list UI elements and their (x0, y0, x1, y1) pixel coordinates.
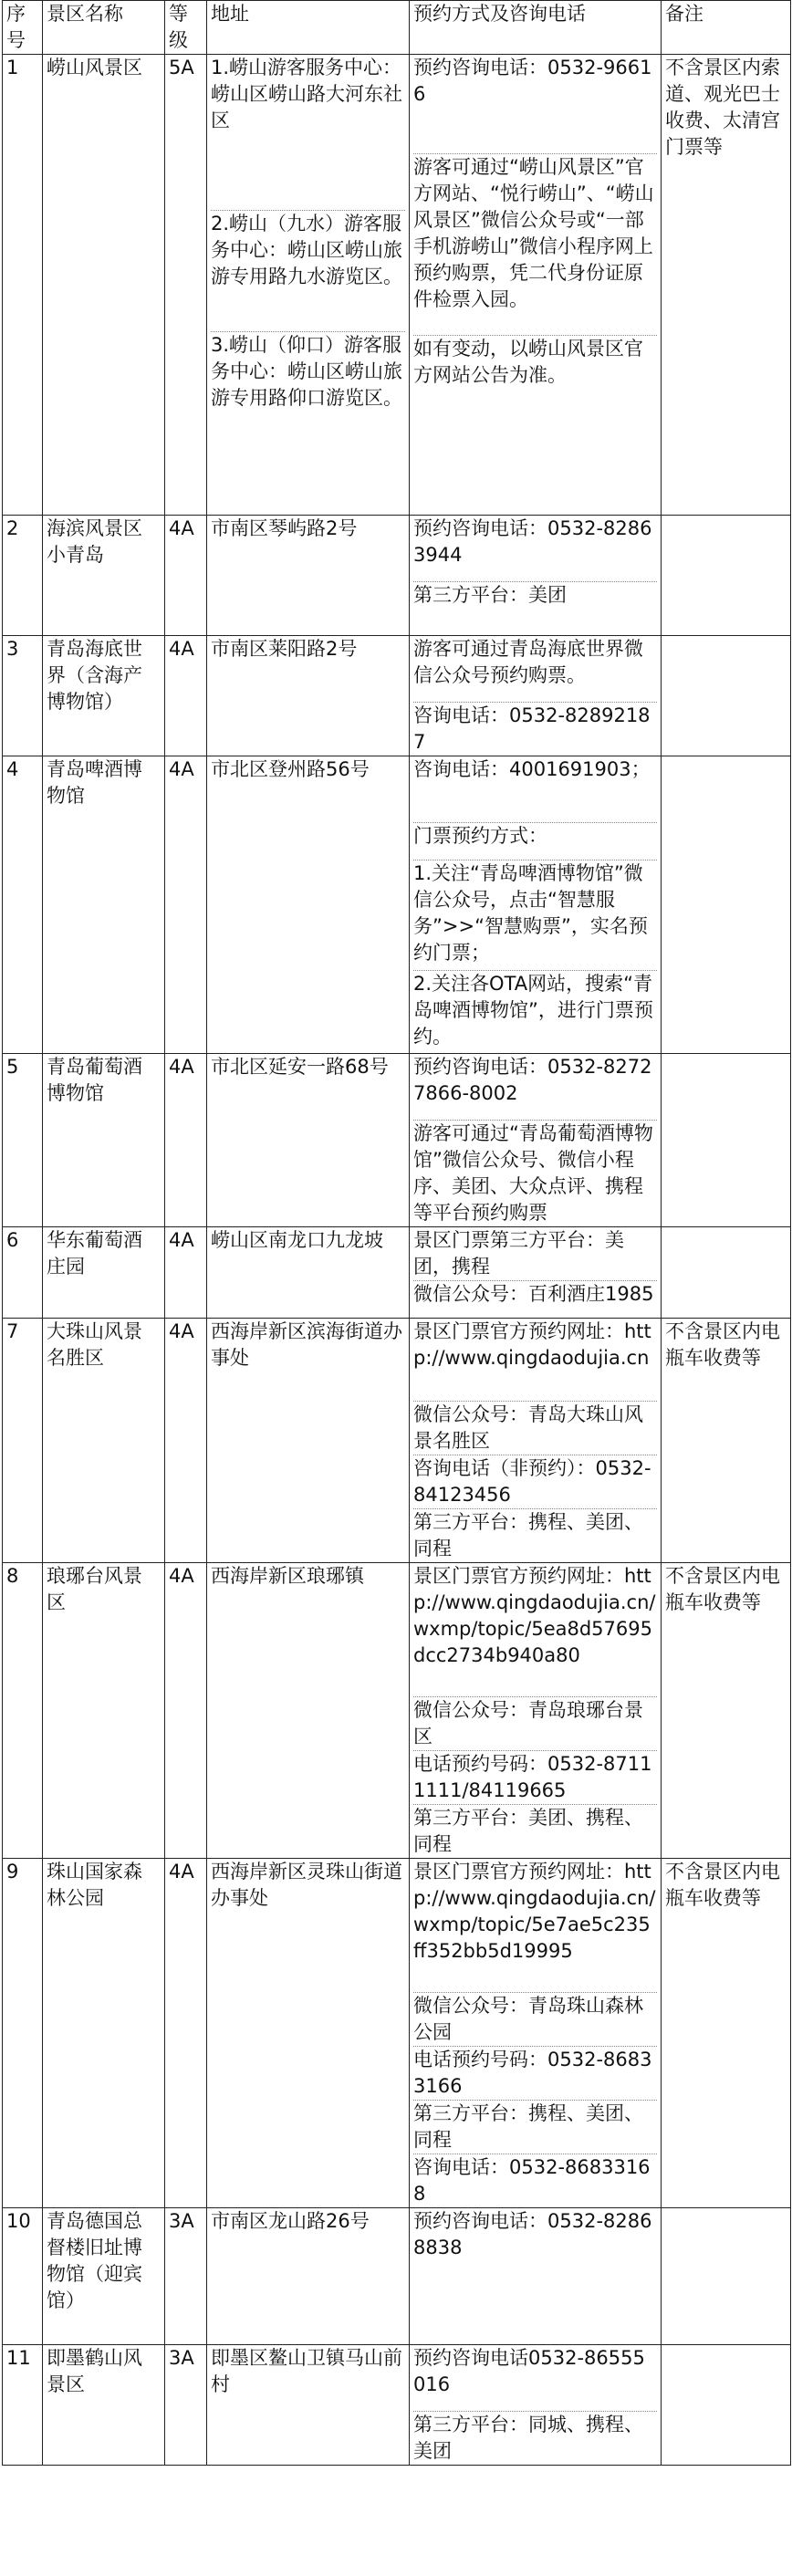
cell-address (207, 1227, 410, 1319)
header-grade: 等级 (165, 1, 207, 55)
cell-grade: 4A (165, 1563, 207, 1859)
booking-line: 微信公众号：青岛大珠山风景名胜区 (413, 1401, 657, 1455)
cell-seq: 6 (3, 1227, 43, 1319)
cell-grade: 4A (165, 1054, 207, 1227)
cell-name: 珠山国家森林公园 (43, 1859, 165, 2208)
table-row (3, 756, 791, 1054)
scenic-spot-table (2, 0, 791, 2466)
cell-grade: 4A (165, 1319, 207, 1563)
table-header-row (3, 1, 791, 55)
cell-seq: 3 (3, 636, 43, 756)
booking-line: 预约咨询电话0532-86555016 (413, 2347, 645, 2395)
address-line: 即墨区鳌山卫镇马山前村 (211, 2347, 402, 2395)
booking-line: 游客可通过“崂山风景区”官方网站、“悦行崂山”、“崂山风景区”微信公众号或“一部手机游崂山”微信小程序网上预约购票，凭二代身份证原件检票入园。 (413, 153, 657, 335)
cell-seq: 1 (3, 55, 43, 516)
cell-booking (410, 2208, 662, 2345)
cell-note (662, 516, 791, 636)
cell-name: 崂山风景区 (43, 55, 165, 516)
cell-seq: 4 (3, 756, 43, 1054)
address-line: 市南区琴屿路2号 (211, 517, 358, 539)
table-row (3, 1563, 791, 1859)
address-line: 市北区登州路56号 (211, 758, 370, 780)
booking-line: 游客可通过青岛海底世界微信公众号预约购票。 (413, 638, 643, 686)
cell-name: 即墨鹤山风景区 (43, 2345, 165, 2466)
booking-line: 咨询电话：4001691903； (413, 758, 651, 780)
cell-note (662, 1054, 791, 1227)
cell-seq: 8 (3, 1563, 43, 1859)
booking-line: 预约咨询电话：0532-82863944 (413, 517, 652, 566)
booking-line: 预约咨询电话：0532-82868838 (413, 2210, 652, 2258)
cell-address (207, 636, 410, 756)
table-row (3, 1319, 791, 1563)
cell-address (207, 1054, 410, 1227)
table-row (3, 55, 791, 516)
cell-booking (410, 516, 662, 636)
header-note: 备注 (662, 1, 791, 55)
cell-address (207, 1859, 410, 2208)
booking-line: 景区门票第三方平台：美团，携程 (413, 1229, 624, 1278)
booking-line: 第三方平台：携程、美团、同程 (413, 2100, 657, 2154)
address-line: 市北区延安一路68号 (211, 1056, 389, 1078)
table-row (3, 636, 791, 756)
header-booking: 预约方式及咨询电话 (410, 1, 662, 55)
cell-grade: 4A (165, 516, 207, 636)
cell-booking (410, 55, 662, 516)
cell-booking (410, 1227, 662, 1319)
cell-note: 不含景区内电瓶车收费等 (662, 1859, 791, 2208)
booking-line: 景区门票官方预约网址：http://www.qingdaodujia.cn/wxmp/topic/5ea8d57695dcc2734b940a80 (413, 1565, 656, 1666)
table-row (3, 1859, 791, 2208)
table-row (3, 2345, 791, 2466)
header-address: 地址 (207, 1, 410, 55)
booking-line: 微信公众号：青岛珠山森林公园 (413, 1992, 657, 2046)
cell-booking (410, 636, 662, 756)
cell-address (207, 55, 410, 516)
cell-name: 大珠山风景名胜区 (43, 1319, 165, 1563)
cell-name: 青岛啤酒博物馆 (43, 756, 165, 1054)
cell-booking (410, 2345, 662, 2466)
booking-line: 第三方平台：美团、携程、同程 (413, 1804, 657, 1858)
cell-note (662, 636, 791, 756)
cell-address (207, 1563, 410, 1859)
header-seq: 序号 (3, 1, 43, 55)
cell-note (662, 1227, 791, 1319)
cell-note (662, 2208, 791, 2345)
cell-seq: 7 (3, 1319, 43, 1563)
cell-grade: 4A (165, 1859, 207, 2208)
address-line: 西海岸新区滨海街道办事处 (211, 1320, 402, 1369)
cell-grade: 4A (165, 756, 207, 1054)
address-line: 西海岸新区灵珠山街道办事处 (211, 1861, 402, 1909)
cell-note: 不含景区内电瓶车收费等 (662, 1563, 791, 1859)
cell-note (662, 756, 791, 1054)
address-line: 市南区莱阳路2号 (211, 638, 358, 660)
table-row (3, 1054, 791, 1227)
booking-line: 咨询电话：0532-86833168 (413, 2154, 657, 2207)
cell-booking (410, 756, 662, 1054)
cell-address (207, 2208, 410, 2345)
cell-name: 青岛葡萄酒博物馆 (43, 1054, 165, 1227)
address-line: 市南区龙山路26号 (211, 2210, 370, 2232)
cell-seq: 9 (3, 1859, 43, 2208)
address-line: 1.崂山游客服务中心：崂山区崂山路大河东社区 (211, 57, 402, 131)
address-line: 西海岸新区琅琊镇 (211, 1565, 364, 1587)
address-line: 崂山区南龙口九龙坡 (211, 1229, 383, 1251)
cell-address (207, 516, 410, 636)
table-row (3, 2208, 791, 2345)
address-line: 3.崂山（仰口）游客服务中心：崂山区崂山旅游专用路仰口游览区。 (211, 331, 405, 442)
cell-grade: 3A (165, 2345, 207, 2466)
cell-note (662, 2345, 791, 2466)
booking-line: 如有变动，以崂山风景区官方网站公告为准。 (413, 335, 657, 442)
address-line: 2.崂山（九水）游客服务中心：崂山区崂山旅游专用路九水游览区。 (211, 210, 405, 331)
cell-booking (410, 1054, 662, 1227)
cell-name: 海滨风景区小青岛 (43, 516, 165, 636)
booking-line: 第三方平台：同城、携程、美团 (413, 2411, 657, 2465)
cell-booking (410, 1563, 662, 1859)
header-name: 景区名称 (43, 1, 165, 55)
booking-line: 预约咨询电话：0532-82727866-8002 (413, 1056, 652, 1104)
booking-line: 1.关注“青岛啤酒博物馆”微信公众号，点击“智慧服务”>>“智慧购票”，实名预约门票； (413, 860, 657, 970)
cell-address (207, 756, 410, 1054)
cell-name: 青岛德国总督楼旧址博物馆（迎宾馆） (43, 2208, 165, 2345)
cell-booking (410, 1319, 662, 1563)
cell-note: 不含景区内索道、观光巴士收费、太清宫门票等 (662, 55, 791, 516)
cell-booking (410, 1859, 662, 2208)
cell-name: 青岛海底世界（含海产博物馆） (43, 636, 165, 756)
cell-address (207, 2345, 410, 2466)
booking-line: 咨询电话：0532-82892187 (413, 702, 657, 756)
cell-note: 不含景区内电瓶车收费等 (662, 1319, 791, 1563)
booking-line: 咨询电话（非预约）：0532-84123456 (413, 1455, 657, 1508)
cell-name: 琅琊台风景区 (43, 1563, 165, 1859)
booking-line: 第三方平台：携程、美团、同程 (413, 1508, 657, 1562)
booking-line: 预约咨询电话：0532-96616 (413, 57, 652, 105)
booking-line: 2.关注各OTA网站，搜索“青岛啤酒博物馆”，进行门票预约。 (413, 970, 657, 1053)
booking-line: 第三方平台：美团 (413, 581, 657, 635)
booking-line: 景区门票官方预约网址：http://www.qingdaodujia.cn/wxmp/topic/5e7ae5c235ff352bb5d19995 (413, 1861, 656, 1962)
cell-grade: 4A (165, 1227, 207, 1319)
booking-line: 微信公众号：青岛琅琊台景区 (413, 1696, 657, 1750)
cell-name: 华东葡萄酒庄园 (43, 1227, 165, 1319)
booking-line: 微信公众号：百利酒庄1985 (413, 1280, 657, 1318)
booking-line: 电话预约号码：0532-87111111/84119665 (413, 1750, 657, 1804)
cell-grade: 4A (165, 636, 207, 756)
booking-line: 门票预约方式： (413, 822, 657, 860)
cell-seq: 2 (3, 516, 43, 636)
cell-seq: 5 (3, 1054, 43, 1227)
cell-address (207, 1319, 410, 1563)
booking-line: 景区门票官方预约网址：http://www.qingdaodujia.cn (413, 1320, 651, 1369)
table-body (3, 55, 791, 2466)
cell-seq: 10 (3, 2208, 43, 2345)
cell-seq: 11 (3, 2345, 43, 2466)
booking-line: 电话预约号码：0532-86833166 (413, 2046, 657, 2100)
table-row (3, 516, 791, 636)
table-row (3, 1227, 791, 1319)
booking-line: 游客可通过“青岛葡萄酒博物馆”微信公众号、微信小程序、美团、大众点评、携程等平台预约购票 (413, 1120, 657, 1226)
cell-grade: 5A (165, 55, 207, 516)
cell-grade: 3A (165, 2208, 207, 2345)
